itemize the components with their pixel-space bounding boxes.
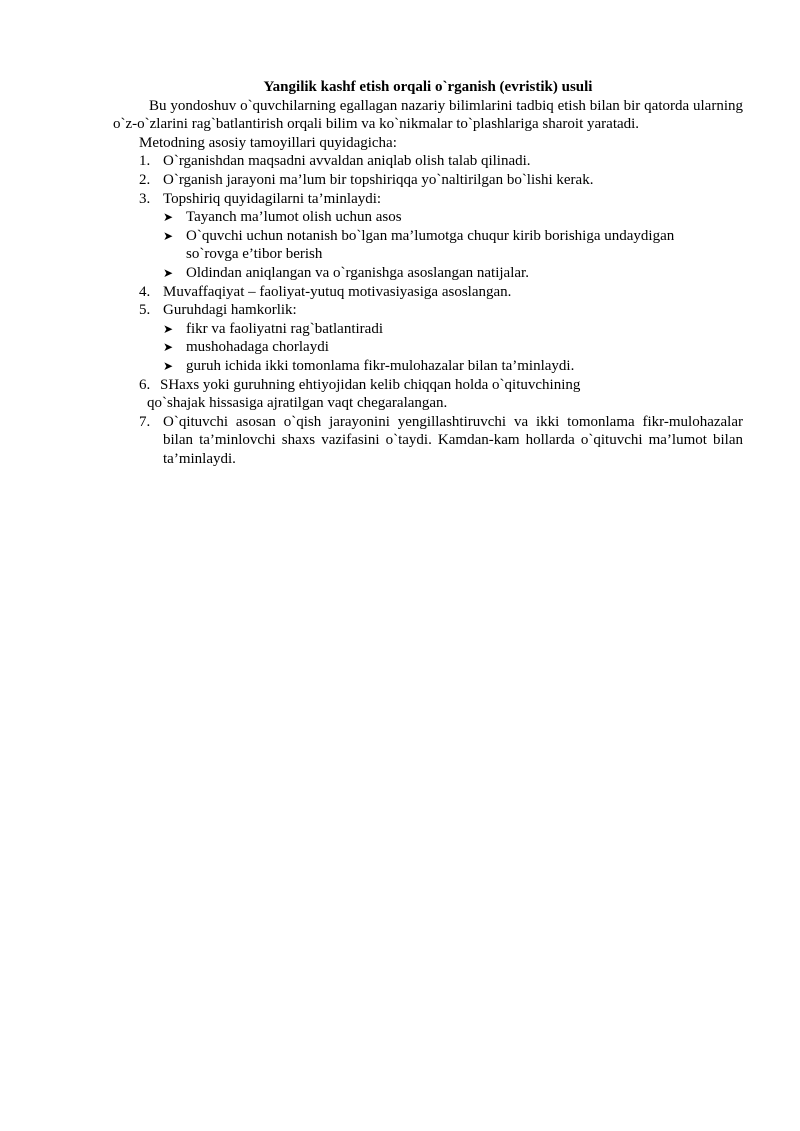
list-number: 1.	[139, 153, 151, 170]
sublist-item-text: Tayanch ma’lumot olish uchun asos	[186, 209, 402, 226]
document-title: Yangilik kashf etish orqali o`rganish (evristik) usuli	[263, 79, 593, 95]
list-number: 2.	[139, 171, 151, 188]
list-item-text: O`rganishdan maqsadni avvaldan aniqlab olish talab qilinadi.	[163, 153, 531, 170]
list-number: 4.	[139, 283, 151, 300]
sublist-item	[113, 320, 743, 339]
list-item	[113, 283, 743, 302]
list-item-text: Guruhdagi hamkorlik:	[163, 302, 297, 319]
arrowhead-right-icon: ➤	[163, 358, 174, 373]
principles-lead: Metodning asosiy tamoyillari quyidagicha:	[139, 134, 397, 151]
sublist-item	[113, 357, 743, 376]
sublist-item-text: fikr va faoliyatni rag`batlantiradi	[186, 320, 383, 337]
sublist-item-text: Oldindan aniqlangan va o`rganishga asoslangan natijalar.	[186, 264, 529, 281]
document-body	[113, 78, 743, 468]
list-number: 7.	[139, 413, 151, 430]
arrowhead-right-icon: ➤	[163, 321, 174, 336]
sublist-item	[113, 338, 743, 357]
list-item-text: Muvaffaqiyat – faoliyat-yutuq motivasiyasiga asoslangan.	[163, 283, 512, 300]
list-number: 5.	[139, 302, 151, 319]
principles-list-continued	[113, 283, 743, 320]
sublist-item-text: O`quvchi uchun notanish bo`lgan ma’lumotga chuqur kirib borishiga undaydigan so`rovga e’tibor berish	[186, 227, 675, 263]
list-item	[113, 376, 743, 413]
list-item-text: SHaxs yoki guruhning ehtiyojidan kelib chiqqan holda o`qituvchining	[160, 376, 581, 393]
arrowhead-right-icon: ➤	[163, 265, 174, 280]
list-item	[113, 152, 743, 171]
arrowhead-right-icon: ➤	[163, 340, 174, 355]
arrowhead-right-icon: ➤	[163, 210, 174, 225]
list-item	[113, 413, 743, 469]
list-number: 6.	[139, 376, 151, 393]
sublist-item-text: mushohadaga chorlaydi	[186, 339, 329, 356]
sublist-item	[113, 227, 743, 264]
list-item-text: O`qituvchi asosan o`qish jarayonini yengillashtiruvchi va ikki tomonlama fikr-mulohazalar bilan ta’minlovchi shaxs vazifasini o`taydi. Kamdan-kam hollarda o`qituvchi ma’lumot bilan ta’minlaydi.	[163, 413, 743, 467]
list-item-text: Topshiriq quyidagilarni ta’minlaydi:	[163, 190, 382, 207]
list-item-text: O`rganish jarayoni ma’lum bir topshiriqqa yo`naltirilgan bo`lishi kerak.	[163, 171, 594, 188]
sublist-item	[113, 208, 743, 227]
intro-paragraph: Bu yondoshuv o`quvchilarning egallagan nazariy bilimlarini tadbiq etish bilan bir qatorda ularning o`z-o`zlarini rag`batlantirish orqali bilim va ko`nikmalar to`plashlariga sharoit yaratadi.	[113, 97, 743, 133]
principles-list	[113, 152, 743, 208]
list-item	[113, 171, 743, 190]
collaboration-sublist	[113, 320, 743, 376]
principles-list-final	[113, 413, 743, 469]
sublist-item-text: guruh ichida ikki tomonlama fikr-mulohazalar bilan ta’minlaydi.	[186, 357, 575, 374]
list-item-text-continued: qo`shajak hissasiga ajratilgan vaqt chegaralangan.	[147, 395, 448, 412]
arrowhead-right-icon: ➤	[163, 228, 174, 243]
list-number: 3.	[139, 190, 151, 207]
list-item	[113, 190, 743, 209]
task-sublist	[113, 208, 743, 282]
sublist-item	[113, 264, 743, 283]
list-item	[113, 301, 743, 320]
